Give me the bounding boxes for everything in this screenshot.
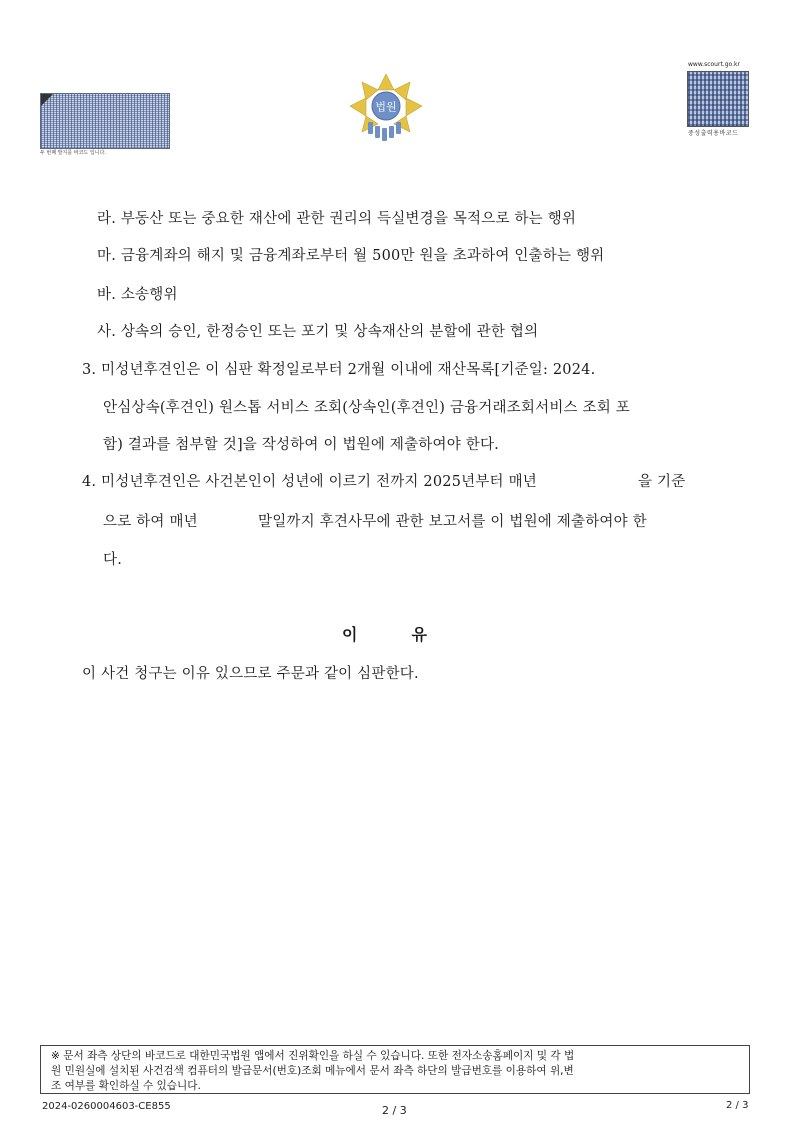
reason-heading-char-2: 유 — [411, 625, 429, 644]
reason-heading-char-1: 이 — [342, 625, 360, 644]
emblem-label: 법원 — [375, 100, 397, 114]
clause-4-line-1a: 4. 미성년후견인은 사건본인이 성년에 이르기 전까지 2025년부터 매년 — [82, 474, 537, 490]
clause-4-line-1b: 을 기준 — [638, 474, 686, 490]
clause-3-line-1: 3. 미성년후견인은 이 심판 확정일로부터 2개월 이내에 재산목록[기준일: 2024. — [82, 362, 596, 378]
qr-code — [687, 71, 749, 127]
clause-4-line-2a: 으로 하여 매년 — [103, 514, 198, 530]
site-url: www.scourt.go.kr — [688, 61, 740, 68]
verification-barcode — [40, 93, 170, 149]
qr-caption: 중성출력용바코드 — [688, 130, 739, 137]
verification-notice — [40, 1045, 750, 1094]
clause-3-line-3: 함) 결과를 첨부할 것]을 작성하여 이 법원에 제출하여야 한다. — [103, 437, 499, 453]
notice-line-1: ※ 문서 좌측 상단의 바코드로 대한민국법원 앱에서 진위확인을 하실 수 있습니다. 또한 전자소송홈페이지 및 각 법 — [51, 1050, 575, 1062]
notice-line-2: 원 민원실에 설치된 사건검색 컴퓨터의 발급문서(번호)조회 메뉴에서 문서 좌측 하단의 발급번호를 이용하여 위,변 — [51, 1065, 574, 1077]
notice-line-3: 조 여부를 확인하실 수 있습니다. — [51, 1080, 201, 1092]
clause-ba: 바. 소송행위 — [97, 287, 178, 303]
clause-sa: 사. 상속의 승인, 한정승인 또는 포기 및 상속재산의 분할에 관한 협의 — [97, 324, 539, 340]
clause-4-line-2b: 말일까지 후견사무에 관한 보고서를 이 법원에 제출하여야 한 — [258, 514, 647, 530]
reason-text: 이 사건 청구는 이유 있으므로 주문과 같이 심판한다. — [82, 666, 419, 682]
clause-ma: 마. 금융계좌의 해지 및 금융계좌로부터 월 500만 원을 초과하여 인출하는 행위 — [97, 248, 605, 264]
clause-ra: 라. 부동산 또는 중요한 재산에 관한 권리의 득실변경을 목적으로 하는 행위 — [97, 211, 577, 227]
clause-4-line-3: 다. — [103, 552, 123, 568]
reason-heading — [342, 622, 429, 645]
page-number-right: 2 / 3 — [726, 1100, 749, 1111]
page-number-center: 2 / 3 — [382, 1104, 407, 1117]
barcode-caption: 두 번째 발지를 바코드 입니다. — [40, 150, 106, 156]
court-emblem-icon — [348, 72, 424, 144]
clause-3-line-2: 안심상속(후견인) 원스톱 서비스 조회(상속인(후견인) 금융거래조회서비스 조회 포 — [103, 400, 630, 416]
issue-number: 2024-0260004603-CE855 — [42, 1101, 171, 1112]
